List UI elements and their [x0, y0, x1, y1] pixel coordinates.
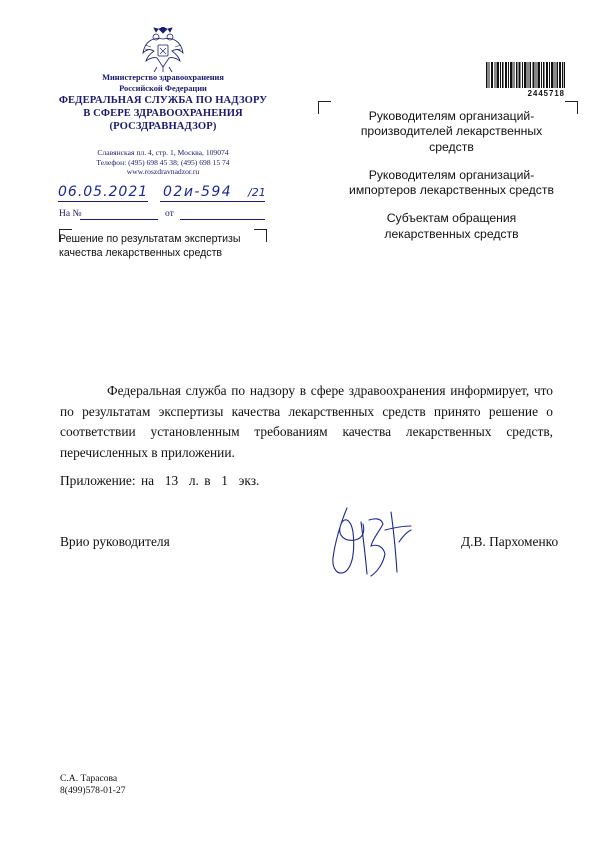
- website-link: www.roszdravnadzor.ru: [126, 167, 200, 177]
- address-line: Славянская пл. 4, стр. 1, Москва, 109074: [97, 148, 229, 157]
- agency-address: [60, 148, 266, 177]
- executor-phone: 8(499)578-01-27: [60, 784, 126, 796]
- letter-body: [60, 381, 553, 463]
- recipients-corner-left: [318, 101, 331, 114]
- agency-line: В СФЕРЕ ЗДРАВООХРАНЕНИЯ: [83, 107, 243, 119]
- reference-number-label: На №: [59, 209, 82, 219]
- body-paragraph: Федеральная служба по надзору в сфере здравоохранения информирует, что по результатам экспертизы качества лекарственных средств принято решение о соответствии установленным требованиям качества лекарственных средств, перечисленных в приложении.: [60, 383, 553, 460]
- executor-info: [60, 773, 126, 796]
- subject-line: качества лекарственных средств: [59, 246, 223, 259]
- subject-line: Решение по результатам экспертизы: [59, 233, 241, 245]
- agency-line: ФЕДЕРАЛЬНАЯ СЛУЖБА ПО НАДЗОРУ: [58, 95, 268, 106]
- date-underline: [58, 201, 148, 202]
- phone-line: Телефон: (495) 698 45 38; (495) 698 15 74: [96, 157, 230, 167]
- recipient-item: Руководителям организаций-импортеров лекарственных средств: [349, 167, 554, 198]
- signatory-role: Врио руководителя: [60, 534, 170, 549]
- signatory-name: Д.В. Пархоменко: [461, 534, 559, 549]
- registration-date: 06.05.2021: [58, 184, 149, 200]
- registration-number: 02и-594: [163, 184, 233, 200]
- reference-number-underline: [80, 219, 158, 220]
- barcode-number: 2445718: [527, 89, 565, 98]
- reference-date-label: от: [165, 209, 174, 219]
- letter-subject: [59, 233, 259, 260]
- recipient-item: Руководителям организаций-производителей лекарственных средств: [360, 109, 543, 154]
- barcode: [486, 62, 565, 88]
- reference-date-underline: [180, 219, 265, 220]
- coat-of-arms-icon: [141, 27, 185, 73]
- ministry-line: Российской Федерации: [119, 83, 207, 93]
- attachment-note: Приложение: на 13 л. в 1 экз.: [60, 473, 260, 488]
- agency-name: [50, 95, 276, 133]
- ministry-line: Министерство здравоохранения: [102, 73, 224, 82]
- number-underline: [160, 201, 265, 202]
- ministry-name: [58, 73, 268, 94]
- executor-name: С.А. Тарасова: [60, 773, 118, 784]
- recipients-block: [344, 109, 559, 255]
- recipients-corner-right: [565, 101, 578, 114]
- registration-suffix: /21: [248, 186, 266, 199]
- agency-line: (РОСЗДРАВНАДЗОР): [109, 120, 217, 132]
- recipient-item: Субъектам обращения лекарственных средств: [384, 211, 519, 241]
- handwritten-signature: [325, 502, 417, 582]
